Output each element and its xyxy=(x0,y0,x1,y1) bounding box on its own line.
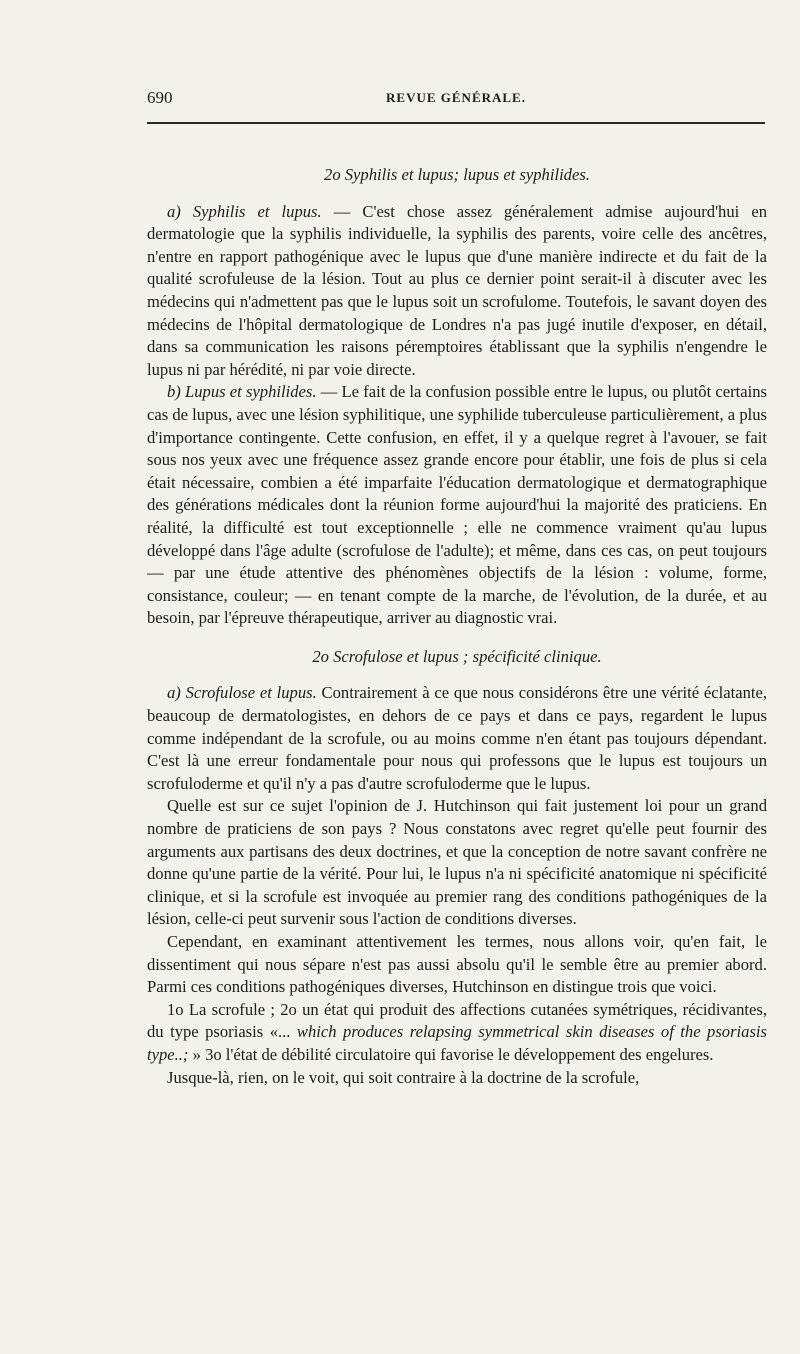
body-text xyxy=(147,164,767,1089)
paragraph-text: 1o La scrofule ; 2o un état qui produit des affections cutanées symétriques, récidivantes, du type psoriasis «... xyxy=(147,999,767,1042)
page-number: 690 xyxy=(147,88,173,107)
paragraph xyxy=(147,999,767,1067)
running-title: REVUE GÉNÉRALE. xyxy=(386,90,526,105)
paragraph-lead: a) Syphilis et lupus. xyxy=(167,201,322,221)
paragraph-lead: b) Lupus et syphilides. xyxy=(167,382,317,402)
paragraph xyxy=(147,201,767,382)
section-heading: 2o Scrofulose et lupus ; spécificité clinique. xyxy=(312,646,602,666)
running-head xyxy=(147,88,765,112)
paragraph: Quelle est sur ce sujet l'opinion de J. Hutchinson qui fait justement loi pour un grand nombre de praticiens de son pays ? Nous constatons avec regret qu'elle peut fournir des arguments aux partisans des deux doctrines, et que la conception de notre savant confrère ne donne qu'une partie de la vérité. Pour lui, le lupus n'a ni spécificité anatomique ni spécificité clinique, et si la scrofule est invoquée au premier rang des conditions pathogéniques de la lésion, celle-ci peut survenir sous l'action de conditions diverses. xyxy=(147,796,767,929)
paragraph: Jusque-là, rien, on le voit, qui soit contraire à la doctrine de la scrofule, xyxy=(167,1067,640,1087)
paragraph-lead: a) Scrofulose et lupus. xyxy=(167,683,317,703)
paragraph: Cependant, en examinant attentivement les termes, nous allons voir, qu'en fait, le dissentiment qui nous sépare n'est pas aussi absolu qu'il le semble être au premier abord. Parmi ces conditions pathogéniques diverses, Hutchinson en distingue trois que voici. xyxy=(147,932,767,997)
english-quotation: which produces relapsing symmetrical skin diseases of the psoriasis type..; xyxy=(147,1022,767,1064)
header-rule xyxy=(147,122,765,124)
paragraph-text: » 3o l'état de débilité circulatoire qui favorise le développement des engelures. xyxy=(188,1044,714,1064)
paragraph-text: — C'est chose assez généralement admise aujourd'hui en dermatologie que la syphilis individuelle, la syphilis des parents, voire celle des ancêtres, n'entre en rapport pathogénique avec le lupus que d'une manière indirecte et du fait de la qualité scrofuleuse de la lésion. Tout au plus ce dernier point serait-il à discuter avec les médecins qui n'admettent pas que le lupus soit un scrofulome. Toutefois, le savant doyen des médecins de l'hôpital dermatologique de Londres n'a pas jugé inutile d'exposer, en détail, dans sa communication les raisons péremptoires établissant que la syphilis n'engendre le lupus ni par hérédité, ni par voie directe. xyxy=(147,201,767,379)
paragraph-text: Contrairement à ce que nous considérons être une vérité éclatante, beaucoup de dermatologistes, en dehors de ce pays et dans ce pays, regardent le lupus comme indépendant de la scrofule, ou au moins comme n'en étant pas toujours dépendant. C'est là une erreur fondamentale pour nous qui professons que le lupus est toujours un scrofuloderme et qu'il n'y a pas d'autre scrofuloderme que le lupus. xyxy=(147,683,767,793)
paragraph xyxy=(147,682,767,795)
paragraph-text: — Le fait de la confusion possible entre le lupus, ou plutôt certains cas de lupus, avec une lésion syphilitique, une syphilide tuberculeuse particulièrement, a plus d'importance contingente. Cette confusion, en effet, il y a quelque regret à l'avouer, se fait sous nos yeux avec une fréquence assez grande encore pour établir, une fois de plus si cela était nécessaire, combien a été imparfaite l'éducation dermatologique et dermatographique des générations médicales dont la réunion forme aujourd'hui la majorité des praticiens. En réalité, la difficulté est tout exceptionnelle ; elle ne commence vraiment qu'au lupus développé dans l'âge adulte (scrofulose de l'adulte); et même, dans ces cas, on peut toujours — par une étude attentive des phénomènes objectifs de la lésion : volume, forme, consistance, couleur; — en tenant compte de la marche, de l'évolution, de la durée, et au besoin, par l'épreuve thérapeutique, arriver au diagnostic vrai. xyxy=(147,382,768,628)
paragraph xyxy=(147,381,767,630)
section-heading: 2o Syphilis et lupus; lupus et syphilides. xyxy=(324,165,590,184)
